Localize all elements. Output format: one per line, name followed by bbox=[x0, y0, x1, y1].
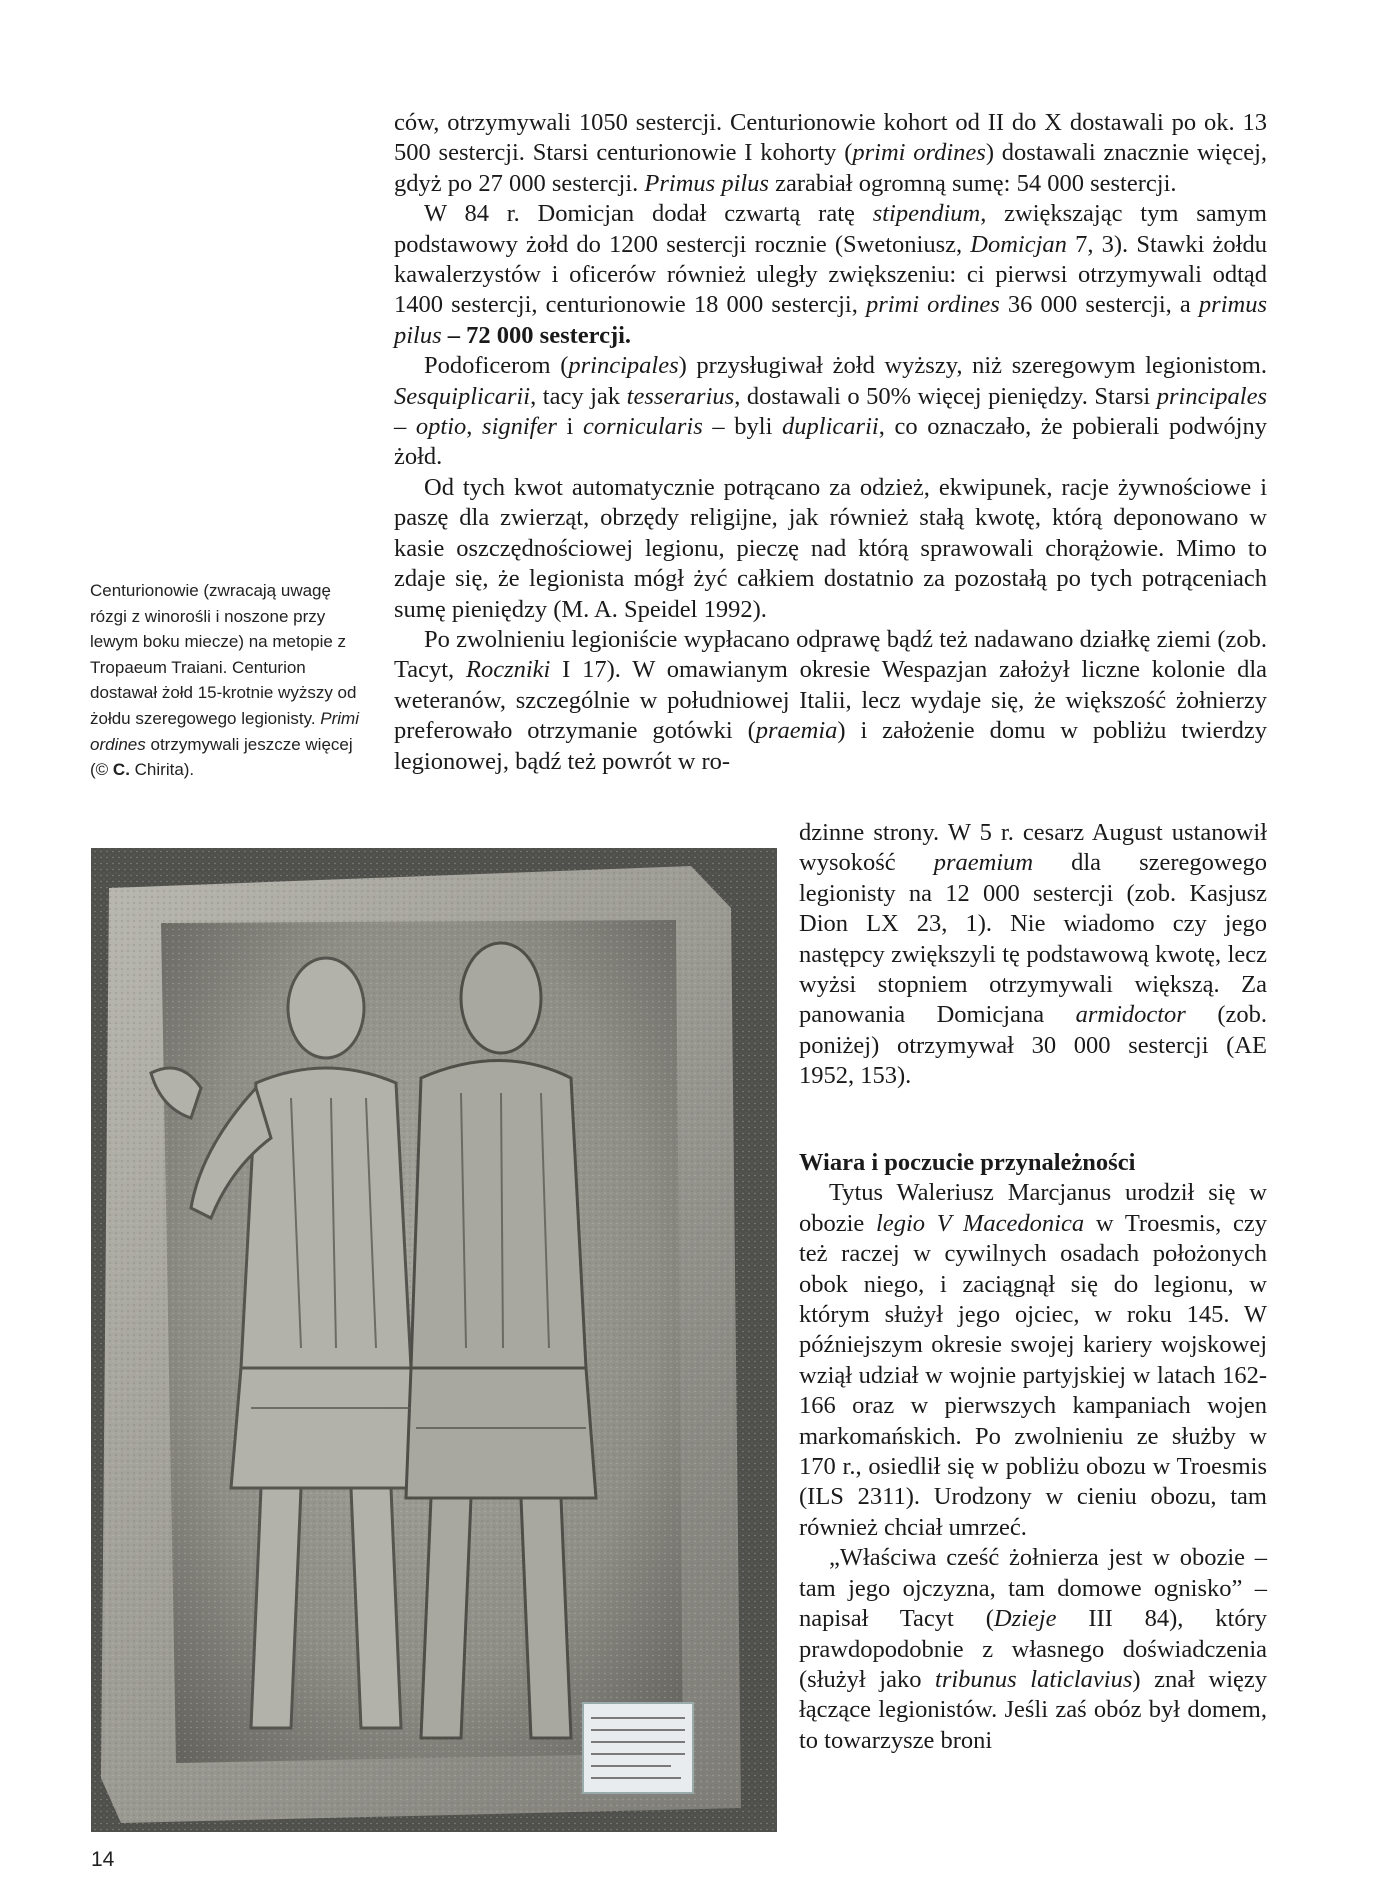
page-number: 14 bbox=[91, 1848, 115, 1871]
paragraph: „Właściwa cześć żołnierza jest w obozie – tam jego ojczyzna, tam domowe ognisko” – napisał Tacyt (Dzieje III 84), który prawdopodobnie z własnego doświadczenia (służył jako tribunus laticlavius) znał więzy łączące legionistów. Jeśli zaś obóz był domem, to towarzysze broni bbox=[799, 1544, 1268, 1754]
paragraph: Tytus Waleriusz Marcjanus urodził się w obozie legio V Macedonica w Troesmis, czy też raczej w cywilnych osadach położonych obok niego, i zaciągnął się do legionu, w którym służył jego ojciec, w roku 145. W późniejszym okresie swojej kariery wojskowej wziął udział w wojnie partyjskiej w latach 162-166 oraz w pierwszych kampaniach wojen markomańskich. Po zwolnieniu ze służby w 170 r., osiedlił się w pobliżu obozu w Troesmis (ILS 2311). Urodzony w cieniu obozu, tam również chciał umrzeć. bbox=[799, 1179, 1267, 1541]
section-heading: Wiara i poczucie przynależności bbox=[799, 1149, 1136, 1176]
paragraph: ców, otrzymywali 1050 sestercji. Centurionowie kohort od II do X dostawali po ok. 13 500 sestercji. Starsi centurionowie I kohorty (primi ordines) dostawali znacznie więcej, gdyż po 27 000 sestercji. Primus pilus zarabiał ogromną sumę: 54 000 sestercji. bbox=[394, 109, 1267, 197]
section-text bbox=[799, 1148, 1267, 1756]
figure-caption: Centurionowie (zwracają uwagę rózgi z winorośli i noszone przy lewym boku miecze) na metopie z Tropaeum Traiani. Centurion dostawał żołd 15-krotnie wyższy od żołdu szeregowego legionisty. Primi ordines otrzymywali jeszcze więcej (© C. Chirita). bbox=[90, 581, 359, 780]
relief-image bbox=[91, 848, 777, 1832]
paragraph: Podoficerom (principales) przysługiwał żołd wyższy, niż szeregowym legionistom. Sesquiplicarii, tacy jak tesserarius, dostawali o 50% więcej pieniędzy. Starsi principales – optio, signifer i cornicularis – byli duplicarii, co oznaczało, że pobierali podwójny żołd. bbox=[394, 352, 1267, 471]
main-text-top bbox=[394, 108, 1267, 777]
paragraph: W 84 r. Domicjan dodał czwartą ratę stipendium, zwiększając tym samym podstawowy żołd do 1200 sestercji rocznie (Swetoniusz, Domicjan 7, 3). Stawki żołdu kawalerzystów i oficerów również uległy zwiększeniu: ci pierwsi otrzymywali odtąd 1400 sestercji, centurionowie 18 000 sestercji, primi ordines 36 000 sestercji, a primus pilus – 72 000 sestercji. bbox=[394, 200, 1267, 349]
main-text-right bbox=[799, 818, 1267, 1092]
paragraph: Po zwolnieniu legioniście wypłacano odprawę bądź też nadawano działkę ziemi (zob. Tacyt, Roczniki I 17). W omawianym okresie Wespazjan założył liczne kolonie dla weteranów, szczególnie w południowej Italii, lecz wydaje się, że większość żołnierzy preferowało otrzymanie gotówki (praemia) i założenie domu w pobliżu twierdzy legionowej, bądź też powrót w ro- bbox=[394, 625, 1267, 775]
stone-relief-photo bbox=[91, 848, 777, 1832]
paragraph: Od tych kwot automatycznie potrącano za odzież, ekwipunek, racje żywnościowe i paszę dla zwierząt, obrzędy religijne, jak również stałą kwotę, którą deponowano w kasie oszczędnościowej legionu, pieczę nad którą sprawowali chorążowie. Mimo to zdaje się, że legionista mógł żyć całkiem dostatnio za pozostałą po tych potrąceniach sumę pieniędzy (M. A. Speidel 1992). bbox=[394, 473, 1267, 623]
paragraph: dzinne strony. W 5 r. cesarz August ustanowił wysokość praemium dla szeregowego legionisty na 12 000 sestercji (zob. Kasjusz Dion LX 23, 1). Nie wiadomo czy jego następcy zwiększyli tę podstawową kwotę, lecz wyżsi stopniem otrzymywali większą. Za panowania Domicjana armidoctor (zob. poniżej) otrzymywał 30 000 sestercji (AE 1952, 153). bbox=[799, 819, 1267, 1090]
